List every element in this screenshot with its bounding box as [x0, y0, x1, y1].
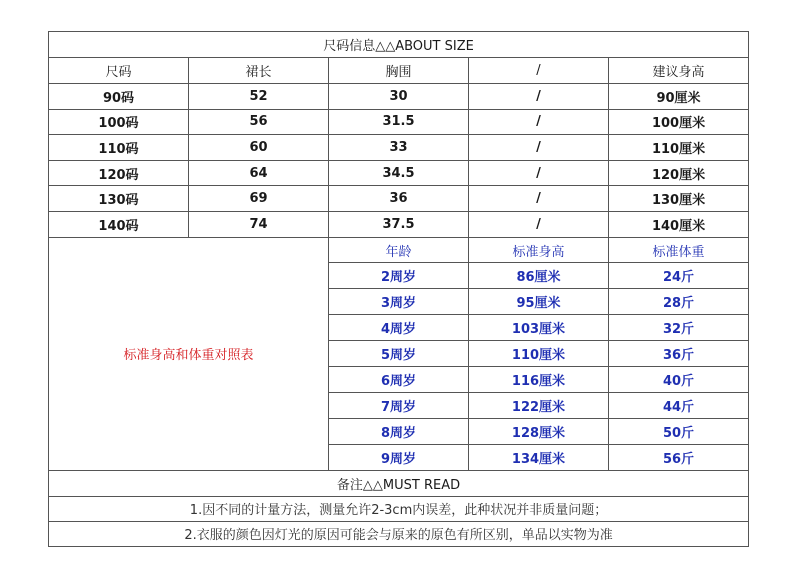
cell-age: 6周岁	[329, 367, 469, 393]
cell-chest: 36	[329, 186, 469, 212]
table-row	[49, 186, 749, 212]
cell-age: 9周岁	[329, 444, 469, 470]
cell-size: 140码	[49, 211, 189, 237]
table-row	[49, 211, 749, 237]
cell-standard-weight: 24斤	[609, 263, 749, 289]
size-chart-table	[48, 31, 749, 547]
note-item: 1.因不同的计量方法，测量允许2-3cm内误差，此种状况并非质量问题；	[49, 496, 749, 521]
header-chest: 胸围	[329, 58, 469, 84]
cell-slash: /	[469, 211, 609, 237]
cell-standard-weight: 44斤	[609, 392, 749, 418]
cell-skirt-length: 64	[189, 160, 329, 186]
table-row	[49, 109, 749, 135]
cell-slash: /	[469, 109, 609, 135]
table-row	[49, 135, 749, 161]
cell-age: 3周岁	[329, 289, 469, 315]
cell-skirt-length: 74	[189, 211, 329, 237]
cell-size: 120码	[49, 160, 189, 186]
cell-chest: 30	[329, 84, 469, 110]
cell-size: 100码	[49, 109, 189, 135]
cell-chest: 34.5	[329, 160, 469, 186]
header-slash: /	[469, 58, 609, 84]
cell-chest: 31.5	[329, 109, 469, 135]
cell-size: 130码	[49, 186, 189, 212]
cell-standard-weight: 40斤	[609, 367, 749, 393]
cell-skirt-length: 52	[189, 84, 329, 110]
cell-height: 140厘米	[609, 211, 749, 237]
cell-chest: 37.5	[329, 211, 469, 237]
cell-age: 2周岁	[329, 263, 469, 289]
cell-standard-height: 128厘米	[469, 418, 609, 444]
cell-standard-height: 103厘米	[469, 315, 609, 341]
cell-size: 90码	[49, 84, 189, 110]
cell-standard-weight: 32斤	[609, 315, 749, 341]
cell-skirt-length: 69	[189, 186, 329, 212]
cell-height: 110厘米	[609, 135, 749, 161]
notes-title: 备注△△MUST READ	[49, 470, 749, 496]
size-table-title: 尺码信息△△ABOUT SIZE	[49, 32, 749, 58]
header-standard-height: 标准身高	[469, 237, 609, 263]
cell-age: 8周岁	[329, 418, 469, 444]
size-table-header-row	[49, 58, 749, 84]
cell-age: 7周岁	[329, 392, 469, 418]
table-row	[49, 84, 749, 110]
cell-standard-height: 86厘米	[469, 263, 609, 289]
header-standard-weight: 标准体重	[609, 237, 749, 263]
cell-height: 100厘米	[609, 109, 749, 135]
cell-standard-weight: 28斤	[609, 289, 749, 315]
cell-height: 130厘米	[609, 186, 749, 212]
cell-standard-height: 134厘米	[469, 444, 609, 470]
cell-standard-height: 122厘米	[469, 392, 609, 418]
cell-standard-height: 110厘米	[469, 341, 609, 367]
cell-height: 120厘米	[609, 160, 749, 186]
table-row	[49, 160, 749, 186]
cell-standard-height: 116厘米	[469, 367, 609, 393]
cell-height: 90厘米	[609, 84, 749, 110]
cell-standard-weight: 50斤	[609, 418, 749, 444]
note-item: 2.衣服的颜色因灯光的原因可能会与原来的原色有所区别，单品以实物为准	[49, 521, 749, 546]
cell-chest: 33	[329, 135, 469, 161]
cell-size: 110码	[49, 135, 189, 161]
cell-standard-weight: 56斤	[609, 444, 749, 470]
cell-slash: /	[469, 84, 609, 110]
cell-age: 5周岁	[329, 341, 469, 367]
header-suggested-height: 建议身高	[609, 58, 749, 84]
header-age: 年龄	[329, 237, 469, 263]
cell-skirt-length: 60	[189, 135, 329, 161]
standard-header-row	[49, 237, 749, 263]
cell-age: 4周岁	[329, 315, 469, 341]
standard-chart-label: 标准身高和体重对照表	[49, 237, 329, 470]
cell-slash: /	[469, 186, 609, 212]
header-size: 尺码	[49, 58, 189, 84]
cell-standard-height: 95厘米	[469, 289, 609, 315]
cell-standard-weight: 36斤	[609, 341, 749, 367]
cell-slash: /	[469, 160, 609, 186]
cell-skirt-length: 56	[189, 109, 329, 135]
header-skirt-length: 裙长	[189, 58, 329, 84]
cell-slash: /	[469, 135, 609, 161]
